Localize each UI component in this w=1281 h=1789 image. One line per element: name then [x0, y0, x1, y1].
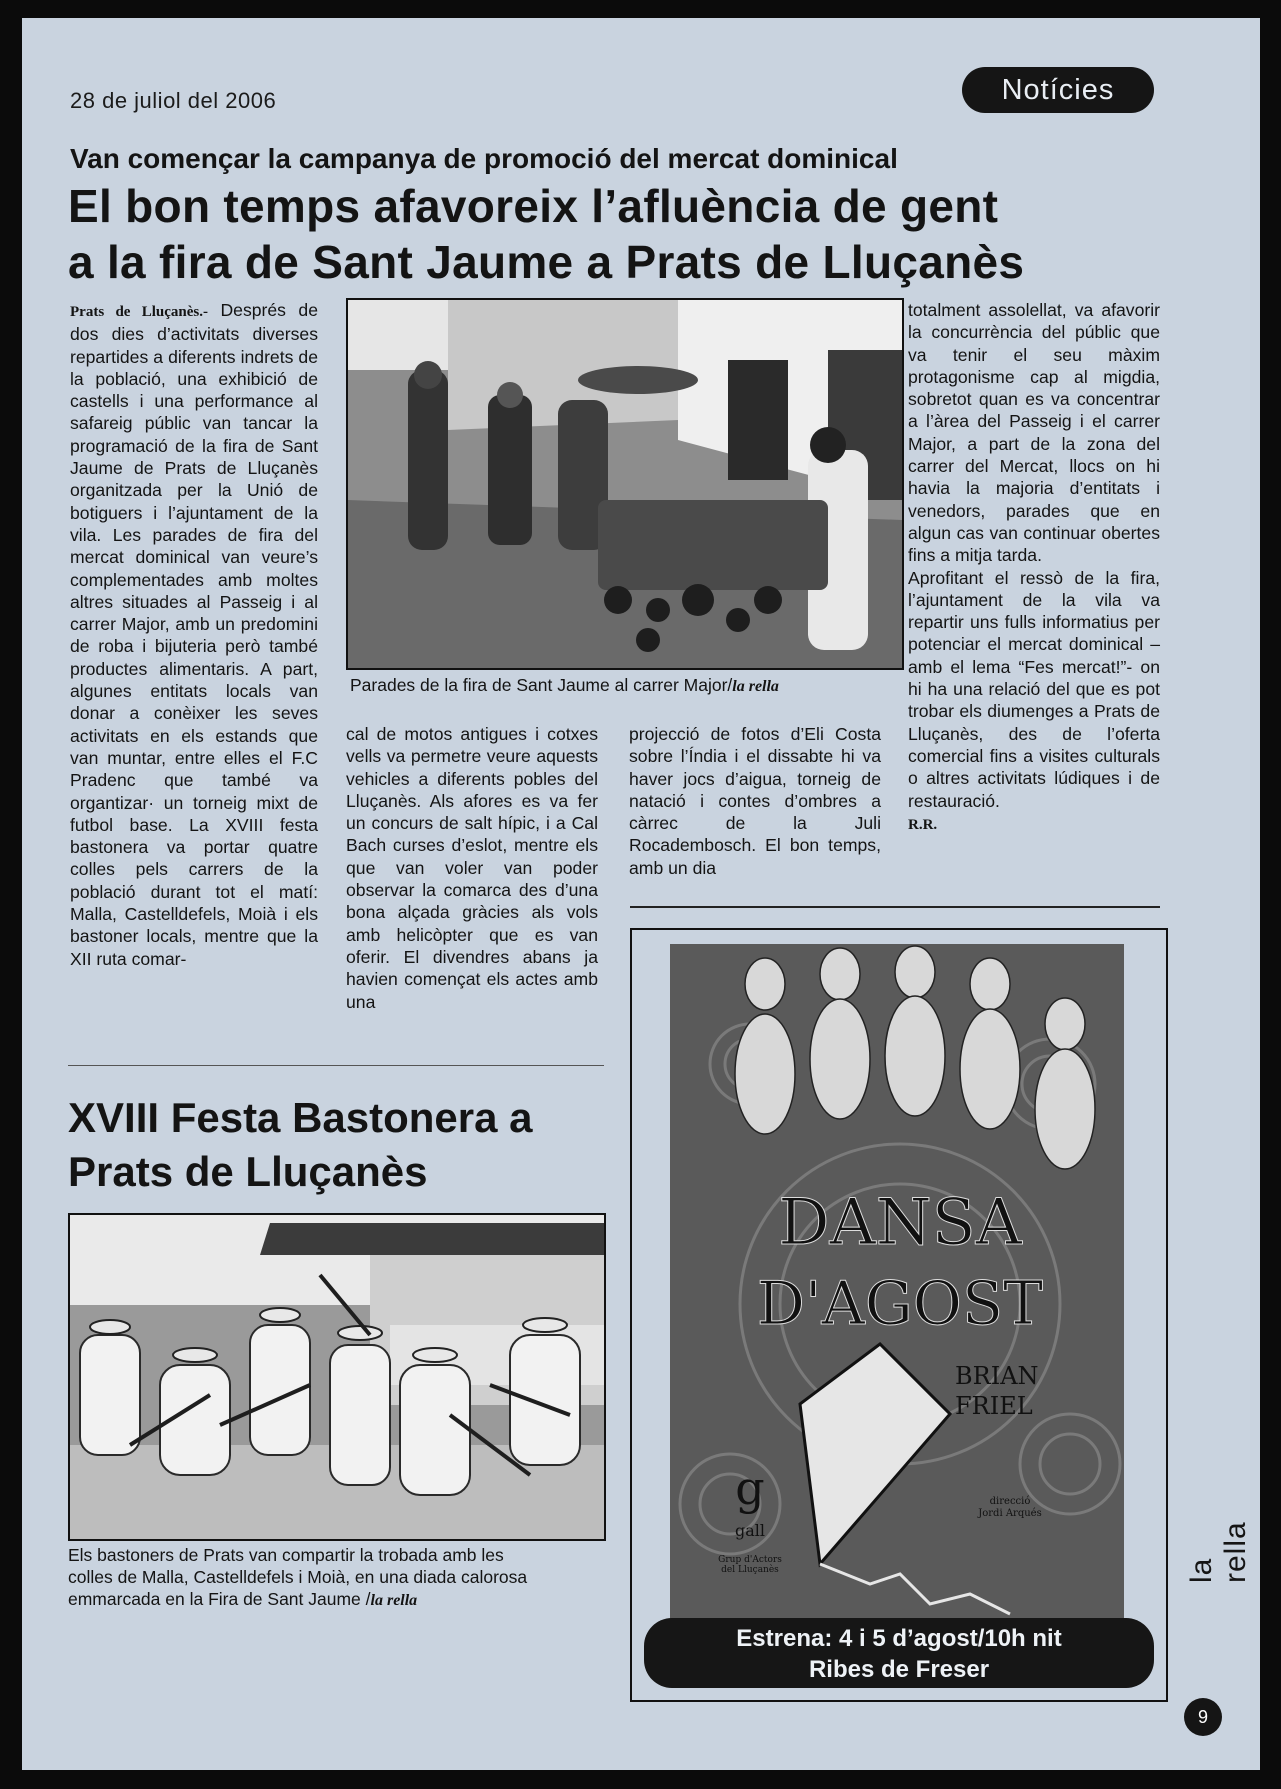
body-text: Aprofitant el ressò de la fira, l’ajuntament de la vila va repartir uns fulls informatius per potenciar el mercat dominical –amb el lema “Fes mercat!”- on hi ha una relació del que es pot trobar els diumenges a Prats de Lluçanès, des de l’oferta comercial fins a visites culturals o altres activitats lúdiques i de restauració. — [908, 567, 1160, 811]
poster-director: Jordi Arqués — [978, 1508, 1042, 1519]
poster-director-label: direcció — [989, 1496, 1031, 1507]
banner-line: Ribes de Freser — [808, 1656, 990, 1683]
poster-illustration — [670, 944, 1124, 1624]
magazine-name: la rella — [1185, 1521, 1252, 1583]
poster-banner — [644, 1618, 1154, 1688]
body-text: Després de dos dies d’activitats diverses repartides a diferents indrets de la població, una exhibició de castells i una performance al safareig públic van tancar la programació de la fira de Sant Jaume de Prats de Lluçanès organitzada per la Unió de botiguers i l’ajuntament de la vila. Les parades de fira del mercat dominical van veure’s complementades amb moltes altres situades al Passeig i al carrer Major, amb un predomini de roba i bijuteria però també productes alimentaris. A part, algunes entitats locals van donar a conèixer les seves activitats en els estands que van muntar, entre elles el F.C Pradenc que també va organtizar· un torneig mixt de futbol base. La XVIII festa bastonera va portar quatre colles pels carrers de la població durant tot el matí: Malla, Castelldefels, Moià i els bastoner locals, mentre que la XII ruta comar- — [70, 300, 318, 969]
poster-title-line: DANSA — [778, 1186, 1022, 1260]
article-kicker: Van començar la campanya de promoció del mercat dominical — [70, 143, 898, 174]
photo-credit: la rella — [732, 678, 779, 695]
body-text: totalment assolellat, va afavorir la concurrència del públic que va tenir el seu màxim protagonisme cap al migdia, sobretot quan es va concentrar a l’àrea del Passeig i el carrer Major, a part de la zona del carrer del Mercat, llocs on hi havia la majoria d’entitats i venedors, parades que en algun cas van continuar obertes fins a mitja tarda. — [908, 300, 1160, 566]
caption-text: Parades de la fira de Sant Jaume al carrer Major/ — [350, 675, 733, 695]
gall-logo-sub: Grup d'Actors — [718, 1555, 782, 1565]
caption-line: emmarcada en la Fira de Sant Jaume / — [68, 1589, 371, 1609]
bastoners-photo-image — [70, 1215, 604, 1539]
body-text: cal de motos antigues i cotxes vells va permetre veure aquests vehicles a diferents pobles del Lluçanès. Als afores es va fer un concurs de salt hípic, i a Cal Bach curses d’eslot, mentre els que van voler van poder observar la comarca des d’una bona alçada gràcies als vols amb helicòpter que es van oferir. El divendres abans ja havien començat els actes amb una — [346, 724, 598, 1012]
caption-line: Els bastoners de Prats van compartir la trobada amb les — [68, 1545, 504, 1565]
issue-date: 28 de juliol del 2006 — [70, 88, 277, 113]
gall-logo-name: gall — [734, 1521, 766, 1540]
article-column-3 — [629, 723, 881, 893]
article-column-2 — [346, 723, 598, 1068]
market-photo-caption — [350, 674, 910, 698]
market-photo-image — [348, 300, 902, 668]
gall-logo-sub: del Lluçanès — [721, 1565, 779, 1575]
bastoners-photo-caption — [68, 1544, 628, 1612]
poster-author-line: BRIAN — [955, 1362, 1039, 1390]
headline-line: a la fira de Sant Jaume a Prats de Lluçanès — [68, 236, 1025, 288]
column-divider — [630, 906, 1160, 908]
article-headline — [68, 178, 1068, 290]
article-divider — [68, 1065, 604, 1066]
theatre-poster-ad — [630, 928, 1168, 1702]
market-photo — [346, 298, 904, 670]
article-column-1 — [70, 299, 318, 1059]
article-column-4 — [908, 299, 1160, 919]
bastoners-photo — [68, 1213, 606, 1541]
headline-line: El bon temps afavoreix l’afluència de gent — [68, 180, 999, 232]
article-lead: Prats de Lluçanès.- — [70, 304, 209, 320]
caption-line: colles de Malla, Castelldefels i Moià, en una diada calorosa — [68, 1567, 528, 1587]
photo-credit: la rella — [370, 1592, 418, 1609]
headline-line: XVIII Festa Bastonera a — [68, 1094, 533, 1141]
poster-title-line: D'AGOST — [756, 1269, 1044, 1339]
author-signature: R.R. — [908, 816, 938, 833]
banner-line: Estrena: 4 i 5 d’agost/10h nit — [736, 1625, 1062, 1652]
headline-line: Prats de Lluçanès — [68, 1148, 428, 1195]
poster-artwork — [670, 944, 1124, 1624]
festa-headline — [68, 1091, 533, 1199]
page-number: 9 — [1184, 1698, 1222, 1736]
section-label: Notícies — [962, 67, 1154, 113]
body-text: projecció de fotos d’Eli Costa sobre l’Índia i el dissabte hi va haver jocs d’aigua, torneig de natació i contes d’ombres a càrrec de la Juli Rocadembosch. El bon temps, amb un dia — [629, 724, 881, 878]
poster-author-line: FRIEL — [955, 1392, 1033, 1420]
gall-logo-letter: g — [735, 1461, 765, 1515]
newspaper-page — [22, 18, 1260, 1770]
